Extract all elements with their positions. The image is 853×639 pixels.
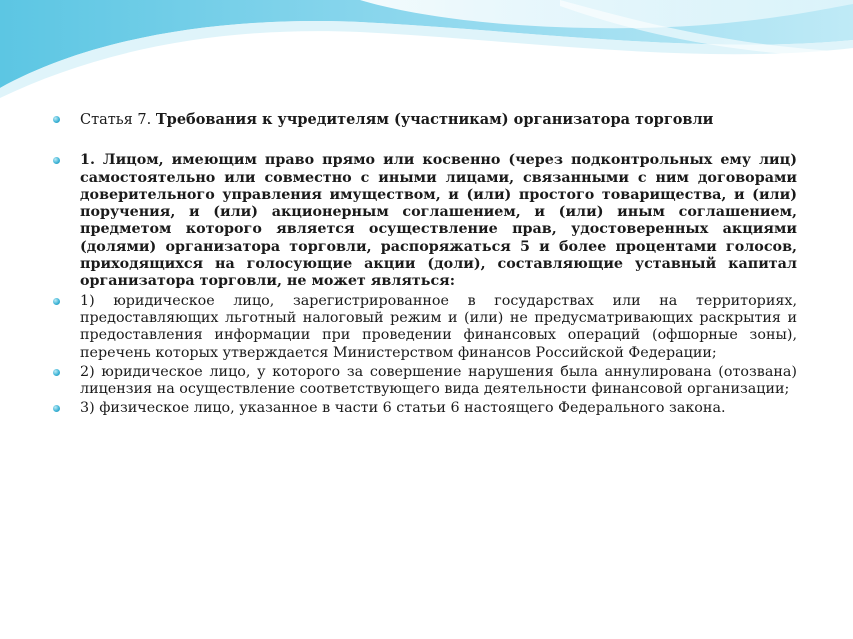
list-item-2: [50, 364, 797, 399]
article-title: Требования к учредителям (участникам) организатора торговли: [155, 111, 714, 128]
slide-content: [50, 108, 797, 418]
bullet-dot-icon: [53, 405, 60, 412]
paragraph-1-text: 1. Лицом, имеющим право прямо или косвенно (через подконтрольных ему лиц) самостоятельно или совместно с иными лицами, связанными с ним договорами доверительного управления имуществом, и (или) простого товарищества, и (или) поручения, и (или) акционерным соглашением, и (или) иным соглашением, предметом которого является осуществление прав, удостоверенных акциями (долями) организатора торговли, распоряжаться 5 и более процентами голосов, приходящихся на голосующие акции (доли), составляющие уставный капитал организатора торговли, не может являться:: [80, 152, 797, 290]
list-item-1: [50, 293, 797, 362]
list-item-3-text: 3) физическое лицо, указанное в части 6 статьи 6 настоящего Федерального закона.: [80, 400, 726, 417]
article-number: Статья 7.: [80, 112, 156, 128]
article-heading: [50, 111, 797, 129]
paragraph-1: [50, 152, 797, 290]
bullet-dot-icon: [53, 369, 60, 376]
list-item-2-text: 2) юридическое лицо, у которого за совершение нарушения была аннулирована (отозвана) лицензия на осуществление соответствующего вида деятельности финансовой организации;: [80, 363, 797, 398]
decorative-wave-header: [0, 0, 853, 110]
list-item-1-text: 1) юридическое лицо, зарегистрированное в государствах или на территориях, предоставляющих льготный налоговый режим и (или) не предусматривающих раскрытия и предоставления информации при проведении финансовых операций (офшорные зоны), перечень которых утверждается Министерством финансов Российской Федерации;: [80, 292, 797, 361]
bullet-dot-icon: [53, 116, 60, 123]
list-item-3: [50, 400, 797, 417]
bullet-dot-icon: [53, 298, 60, 305]
bullet-dot-icon: [53, 157, 60, 164]
